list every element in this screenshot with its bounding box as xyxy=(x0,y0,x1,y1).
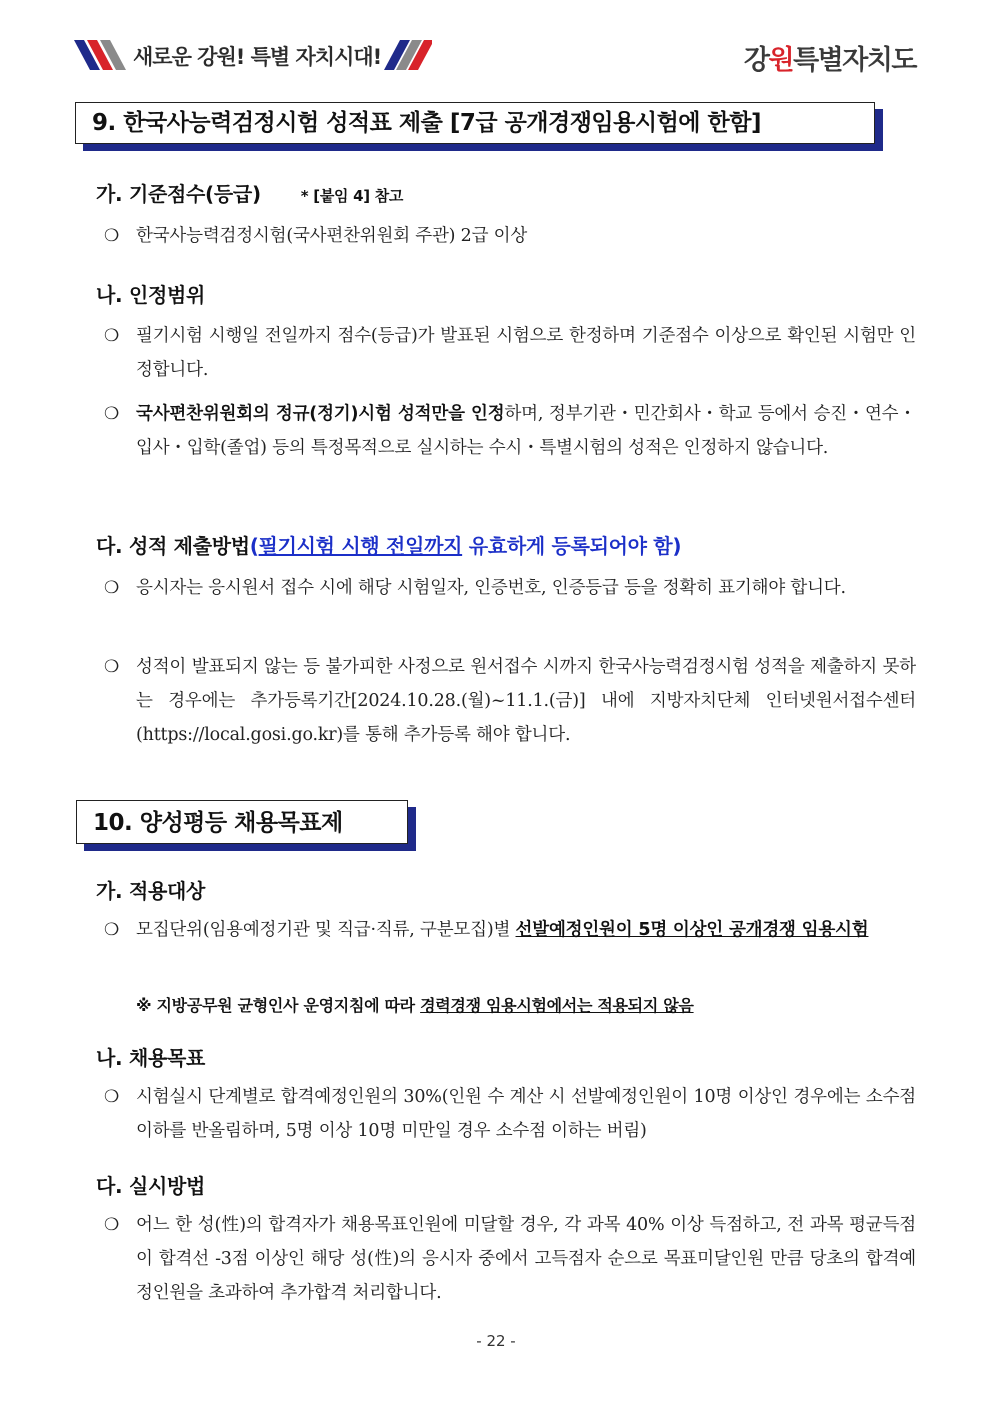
header-slogan: 새로운 강원! 특별 자치시대! xyxy=(133,45,382,69)
stripe-right-icon xyxy=(384,40,432,70)
brand-logo: 강원특별자치도 xyxy=(743,45,916,76)
stripe-left-icon xyxy=(74,40,126,70)
list-item: ❍ 한국사능력검정시험(국사편찬위원회 주관) 2급 이상 xyxy=(104,219,916,253)
section-10a-note: ※ 지방공무원 균형인사 운영지침에 따라 경력경쟁 임용시험에서는 적용되지 않음 xyxy=(136,996,694,1015)
list-item: ❍ 국사편찬위원회의 정규(정기)시험 성적만을 인정하며, 정부기관・민간회사・학교 등에서 승진・연수・입사・입학(졸업) 등의 특정목적으로 실시하는 수시・특별시험의 성적은 인정하지 않습니다. xyxy=(104,397,916,465)
section-9a-reference: * [붙임 4] 참고 xyxy=(300,187,404,205)
list-item: ❍ 성적이 발표되지 않는 등 불가피한 사정으로 원서접수 시까지 한국사능력검정시험 성적을 제출하지 못하는 경우에는 추가등록기간[2024.10.28.(월)~11.1.(금)] 내에 지방자치단체 인터넷원서접수센터(https://local.gosi.go.kr)를 통해 추가등록 해야 합니다. xyxy=(104,650,916,752)
page-number: - 22 - xyxy=(476,1332,516,1350)
section-10a-heading: 가. 적용대상 xyxy=(96,879,206,903)
list-item: ❍ 필기시험 시행일 전일까지 점수(등급)가 발표된 시험으로 한정하며 기준점수 이상으로 확인된 시험만 인정합니다. xyxy=(104,319,916,387)
circle-bullet-icon: ❍ xyxy=(104,226,120,246)
list-item: ❍ 응시자는 응시원서 접수 시에 해당 시험일자, 인증번호, 인증등급 등을 정확히 표기해야 합니다. xyxy=(104,571,916,605)
circle-bullet-icon: ❍ xyxy=(104,920,120,940)
circle-bullet-icon: ❍ xyxy=(104,404,120,424)
section-9-title-box xyxy=(75,102,875,144)
section-10-title: 10. 양성평등 채용목표제 xyxy=(93,810,343,836)
circle-bullet-icon: ❍ xyxy=(104,578,120,598)
section-10c-heading: 다. 실시방법 xyxy=(96,1174,206,1198)
section-9-title: 9. 한국사능력검정시험 성적표 제출 [7급 공개경쟁임용시험에 한함] xyxy=(92,110,761,136)
section-9a-heading: 가. 기준점수(등급) * [붙임 4] 참고 xyxy=(96,182,404,206)
list-item: ❍ 모집단위(임용예정기관 및 직급·직류, 구분모집)별 선발예정인원이 5명 이상인 공개경쟁 임용시험 xyxy=(104,913,916,947)
section-9c-heading: 다. 성적 제출방법(필기시험 시행 전일까지 유효하게 등록되어야 함) xyxy=(96,534,682,558)
section-10-title-box xyxy=(76,800,408,844)
list-item: ❍ 어느 한 성(性)의 합격자가 채용목표인원에 미달할 경우, 각 과목 40% 이상 득점하고, 전 과목 평균득점이 합격선 -3점 이상인 해당 성(性)의 응시자 중에서 고득점자 순으로 목표미달인원 만큼 당초의 합격예정인원을 초과하여 추가합격 처리합니다. xyxy=(104,1208,916,1310)
section-10b-heading: 나. 채용목표 xyxy=(96,1046,206,1070)
list-item: ❍ 시험실시 단계별로 합격예정인원의 30%(인원 수 계산 시 선발예정인원이 10명 이상인 경우에는 소수점 이하를 반올림하며, 5명 이상 10명 미만일 경우 소수점 이하는 버림) xyxy=(104,1080,916,1148)
section-9b-heading: 나. 인정범위 xyxy=(96,283,206,307)
circle-bullet-icon: ❍ xyxy=(104,1087,120,1107)
circle-bullet-icon: ❍ xyxy=(104,326,120,346)
page-header xyxy=(0,0,992,80)
circle-bullet-icon: ❍ xyxy=(104,657,120,677)
circle-bullet-icon: ❍ xyxy=(104,1215,120,1235)
